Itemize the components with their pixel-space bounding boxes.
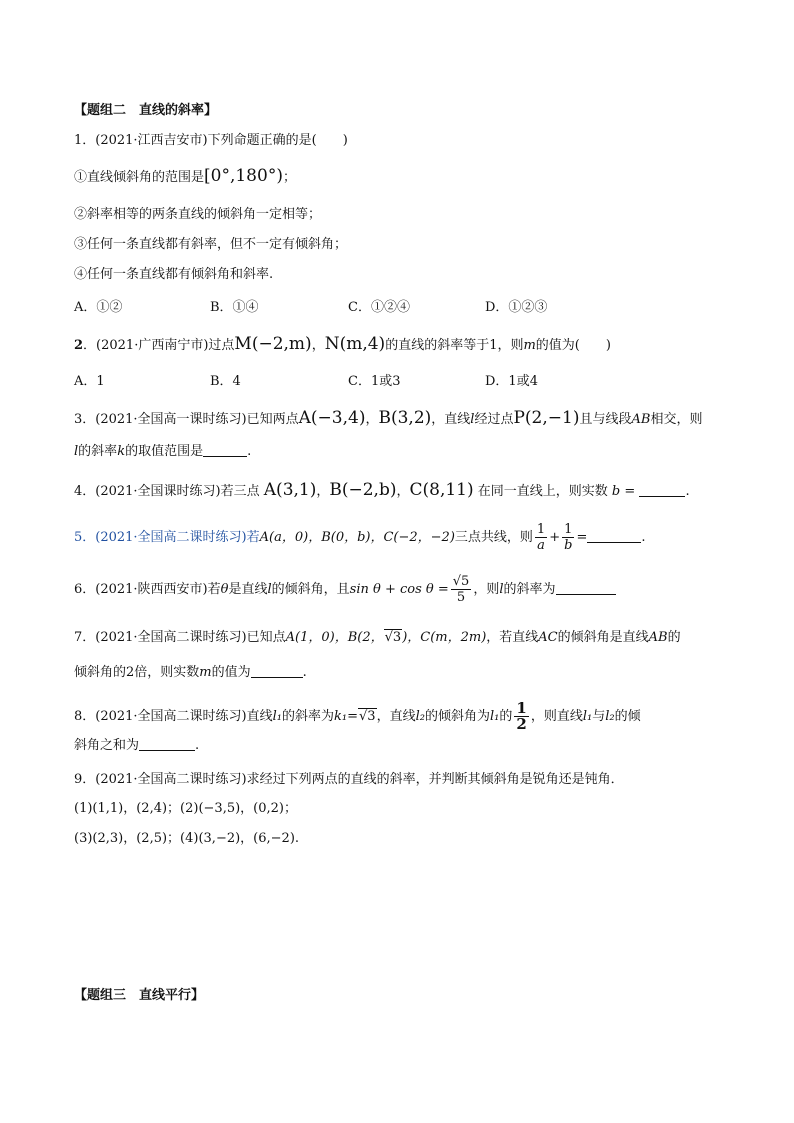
- stem-text: 3．(2021·全国高一课时练习)已知两点: [74, 412, 299, 427]
- math-points: A(a，0)，B(0，b)，C(−2，−2): [259, 530, 455, 545]
- punct: ，: [396, 484, 410, 499]
- stem-text: 相交，则: [650, 412, 703, 427]
- question-1-statement-1: [74, 166, 296, 188]
- question-5-stem: [74, 522, 645, 553]
- math-points: A(1，0)，B(2，: [285, 630, 384, 645]
- stem-text: 是直线: [228, 582, 268, 597]
- stem-text: 的倾斜角，且: [271, 582, 350, 597]
- punct: .: [247, 444, 252, 459]
- math-point-m: M(−2,m): [234, 334, 312, 354]
- option-d: D．①②③: [485, 300, 548, 315]
- math-var: l: [470, 412, 475, 427]
- math-segment: AB: [631, 412, 651, 427]
- section-title: 【题组二 直线的斜率】: [74, 103, 218, 118]
- punct: ，: [316, 484, 330, 499]
- punct: .: [641, 530, 646, 545]
- denominator: b: [564, 538, 573, 553]
- math-var: l₂: [605, 709, 615, 724]
- punct: .: [195, 738, 200, 753]
- answer-blank[interactable]: [639, 483, 685, 497]
- fraction-one-half: [514, 701, 528, 732]
- stem-text: 三点共线，则: [454, 530, 533, 545]
- stem-text: ，则: [473, 582, 500, 597]
- stem-text: 与: [592, 709, 606, 724]
- fraction-1-over-b: [562, 522, 574, 553]
- stem-text: 6．(2021·陕西西安市)若: [74, 582, 221, 597]
- question-1-statement-4: ④任何一条直线都有倾斜角和斜率.: [74, 267, 274, 282]
- math-points: )，C(m，2m): [402, 630, 487, 645]
- math-var: l₂: [415, 709, 425, 724]
- stem-text: 斜角之和为: [74, 738, 140, 753]
- stem-text: ，若直线: [486, 630, 539, 645]
- stem-text: 的: [667, 630, 681, 645]
- math-var: θ: [220, 582, 229, 597]
- answer-blank[interactable]: [203, 443, 247, 457]
- stem-text: 8．(2021·全国高二课时练习)直线: [74, 709, 273, 724]
- question-7-line-2: [74, 663, 307, 683]
- math-point-b: B(−2,b): [329, 480, 397, 500]
- math-point-c: C(8,11): [409, 480, 474, 500]
- math-var: k: [117, 444, 126, 459]
- answer-blank[interactable]: [251, 664, 303, 678]
- stem-text: 的倾斜角为: [424, 709, 490, 724]
- option-c: C．①②④: [348, 300, 410, 315]
- math-var: l: [74, 444, 79, 459]
- denominator: a: [537, 538, 545, 553]
- math-var: l₁: [272, 709, 283, 724]
- denominator: 2: [516, 715, 527, 733]
- question-1-statement-3: ③任何一条直线都有斜率，但不一定有倾斜角；: [74, 237, 348, 252]
- stem-text: 的斜率: [78, 444, 118, 459]
- stem-text: ，直线: [376, 709, 416, 724]
- stem-text: 4．(2021·全国课时练习)若三点: [74, 484, 260, 499]
- math-var: l₁: [489, 709, 500, 724]
- punct: ；: [282, 170, 296, 185]
- stem-text: 倾斜角的2倍，则实数: [74, 665, 200, 680]
- math-point-a: A(−3,4): [298, 408, 366, 428]
- question-9-line-2: (3)(2,3)，(2,5)；(4)(3,−2)，(6,−2).: [74, 831, 300, 846]
- math-point-a: A(3,1): [263, 480, 317, 500]
- punct: ，: [365, 412, 379, 427]
- stem-text: 在同一直线上，则实数: [477, 484, 608, 499]
- math-var: k₁=: [334, 709, 359, 724]
- question-3-line-2: [74, 442, 251, 462]
- stem-text: 的取值范围是: [125, 444, 204, 459]
- stem-text: 的斜率为: [282, 709, 335, 724]
- question-3-stem: [74, 408, 702, 430]
- math-var: m: [199, 665, 212, 680]
- stem-text: ，则直线: [530, 709, 583, 724]
- question-8-line-2: [74, 736, 199, 756]
- question-4-stem: [74, 480, 690, 502]
- math-point-n: N(m,4): [324, 334, 386, 354]
- punct: .: [685, 484, 690, 499]
- question-7-stem: [74, 628, 681, 648]
- math-expr: sin θ + cos θ =: [349, 582, 449, 597]
- math-var: l₁: [582, 709, 593, 724]
- stem-text: 的斜率为: [503, 582, 556, 597]
- stem-text: 的: [499, 709, 513, 724]
- numerator: 1: [564, 522, 573, 537]
- answer-blank[interactable]: [587, 529, 641, 543]
- math-var: b: [611, 484, 621, 499]
- stem-text: 的直线的斜率等于1，则: [385, 338, 524, 353]
- statement-text: ①直线倾斜角的范围是: [74, 170, 205, 185]
- option-d: D．1或4: [485, 374, 538, 389]
- question-6-stem: [74, 574, 616, 605]
- stem-text: 7．(2021·全国高二课时练习)已知点: [74, 630, 286, 645]
- math-interval: [0°,180°): [204, 166, 283, 186]
- math-plus: +: [549, 530, 561, 545]
- stem-text: 的倾: [614, 709, 641, 724]
- stem-text: 5．(2021·全国高二课时练习)若: [74, 530, 260, 545]
- math-line: AC: [538, 630, 558, 645]
- option-a: A．1: [74, 374, 105, 389]
- numerator: 1: [516, 699, 527, 717]
- math-sqrt: √3: [384, 630, 402, 645]
- math-eq: =: [624, 484, 636, 499]
- question-2-stem: [74, 334, 611, 356]
- stem-text: ，直线: [431, 412, 471, 427]
- question-1-stem: 1．(2021·江西吉安市)下列命题正确的是( ): [74, 133, 348, 148]
- math-var: l: [499, 582, 504, 597]
- math-var: l: [267, 582, 272, 597]
- math-sqrt: √3: [359, 709, 376, 724]
- option-b: B．①④: [210, 300, 259, 315]
- fraction-1-over-a: [535, 522, 547, 553]
- question-1-statement-2: ②斜率相等的两条直线的倾斜角一定相等；: [74, 207, 322, 222]
- math-line: AB: [648, 630, 668, 645]
- punct: .: [302, 665, 307, 680]
- denominator: 5: [456, 590, 466, 605]
- answer-blank[interactable]: [139, 737, 195, 751]
- stem-text: ．(2021·广西南宁市)过点: [83, 338, 235, 353]
- stem-text: 的倾斜角是直线: [557, 630, 649, 645]
- punct: ，: [311, 338, 325, 353]
- stem-text: 经过点: [474, 412, 514, 427]
- stem-text: 且与线段: [579, 412, 632, 427]
- question-9-line-1: (1)(1,1)，(2,4)；(2)(−3,5)，(0,2)；: [74, 801, 297, 816]
- math-eq: =: [576, 530, 588, 545]
- numerator: √5: [452, 574, 470, 589]
- question-number: 2: [74, 338, 84, 353]
- stem-text: 的值为: [211, 665, 251, 680]
- option-c: C．1或3: [348, 374, 401, 389]
- option-a: A．①②: [74, 300, 123, 315]
- math-point-p: P(2,−1): [513, 408, 580, 428]
- numerator: 1: [536, 522, 546, 537]
- answer-blank[interactable]: [556, 581, 616, 595]
- question-8-stem: [74, 701, 641, 732]
- option-b: B．4: [210, 374, 241, 389]
- math-point-b: B(3,2): [378, 408, 432, 428]
- section-title: 【题组三 直线平行】: [74, 988, 205, 1003]
- question-9-stem: 9．(2021·全国高二课时练习)求经过下列两点的直线的斜率，并判断其倾斜角是锐角还是钝角．: [74, 772, 624, 787]
- math-var: m: [523, 338, 536, 353]
- stem-text: 的值为( ): [535, 338, 611, 353]
- fraction-sqrt5-over-5: [451, 574, 472, 605]
